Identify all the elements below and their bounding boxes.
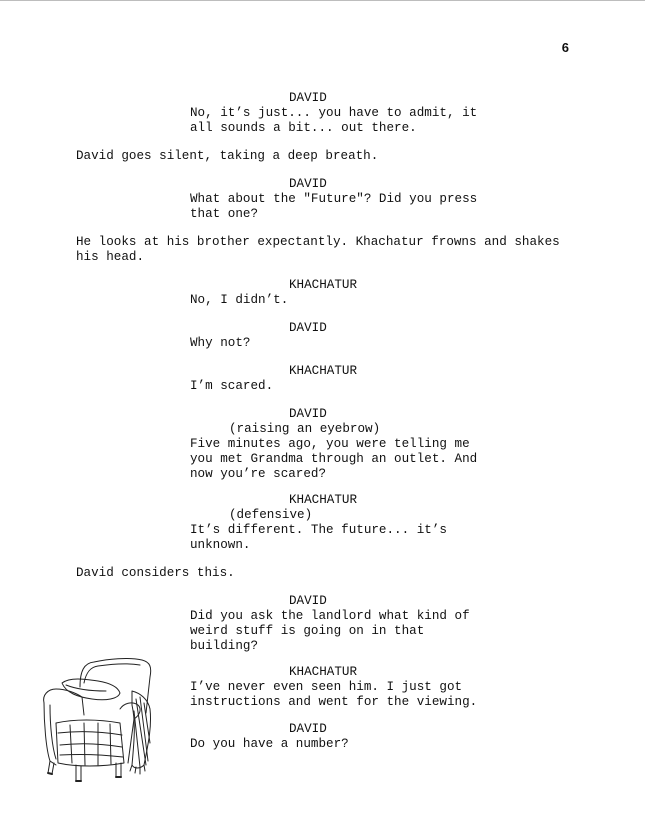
dialogue-line: all sounds a bit... out there.: [190, 121, 417, 135]
dialogue-line: No, it’s just... you have to admit, it: [190, 106, 478, 120]
character-name: KHACHATUR: [289, 665, 358, 679]
parenthetical: (defensive): [229, 508, 313, 522]
dialogue-line: unknown.: [190, 538, 251, 552]
dialogue-line: Why not?: [190, 336, 251, 350]
dialogue-line: No, I didn’t.: [190, 293, 289, 307]
dialogue-line: Five minutes ago, you were telling me: [190, 437, 470, 451]
character-name: DAVID: [289, 321, 327, 335]
dialogue-line: weird stuff is going on in that: [190, 624, 425, 638]
dialogue-line: I’ve never even seen him. I just got: [190, 680, 463, 694]
action-line: his head.: [76, 250, 145, 264]
character-name: DAVID: [289, 407, 327, 421]
dialogue-line: instructions and went for the viewing.: [190, 695, 478, 709]
armchair-illustration: [36, 653, 160, 785]
parenthetical: (raising an eyebrow): [229, 422, 381, 436]
character-name: DAVID: [289, 177, 327, 191]
character-name: DAVID: [289, 91, 327, 105]
character-name: KHACHATUR: [289, 493, 358, 507]
page-number: 6: [561, 40, 569, 55]
dialogue-line: What about the "Future"? Did you press: [190, 192, 478, 206]
action-line: David goes silent, taking a deep breath.: [76, 149, 379, 163]
character-name: DAVID: [289, 594, 327, 608]
character-name: KHACHATUR: [289, 364, 358, 378]
character-name: KHACHATUR: [289, 278, 358, 292]
action-line: He looks at his brother expectantly. Khachatur frowns and shakes: [76, 235, 560, 249]
dialogue-line: Did you ask the landlord what kind of: [190, 609, 470, 623]
character-name: DAVID: [289, 722, 327, 736]
dialogue-line: It’s different. The future... it’s: [190, 523, 447, 537]
dialogue-line: that one?: [190, 207, 259, 221]
dialogue-line: you met Grandma through an outlet. And: [190, 452, 478, 466]
dialogue-line: Do you have a number?: [190, 737, 349, 751]
dialogue-line: now you’re scared?: [190, 467, 327, 481]
dialogue-line: building?: [190, 639, 259, 653]
action-line: David considers this.: [76, 566, 235, 580]
dialogue-line: I’m scared.: [190, 379, 274, 393]
